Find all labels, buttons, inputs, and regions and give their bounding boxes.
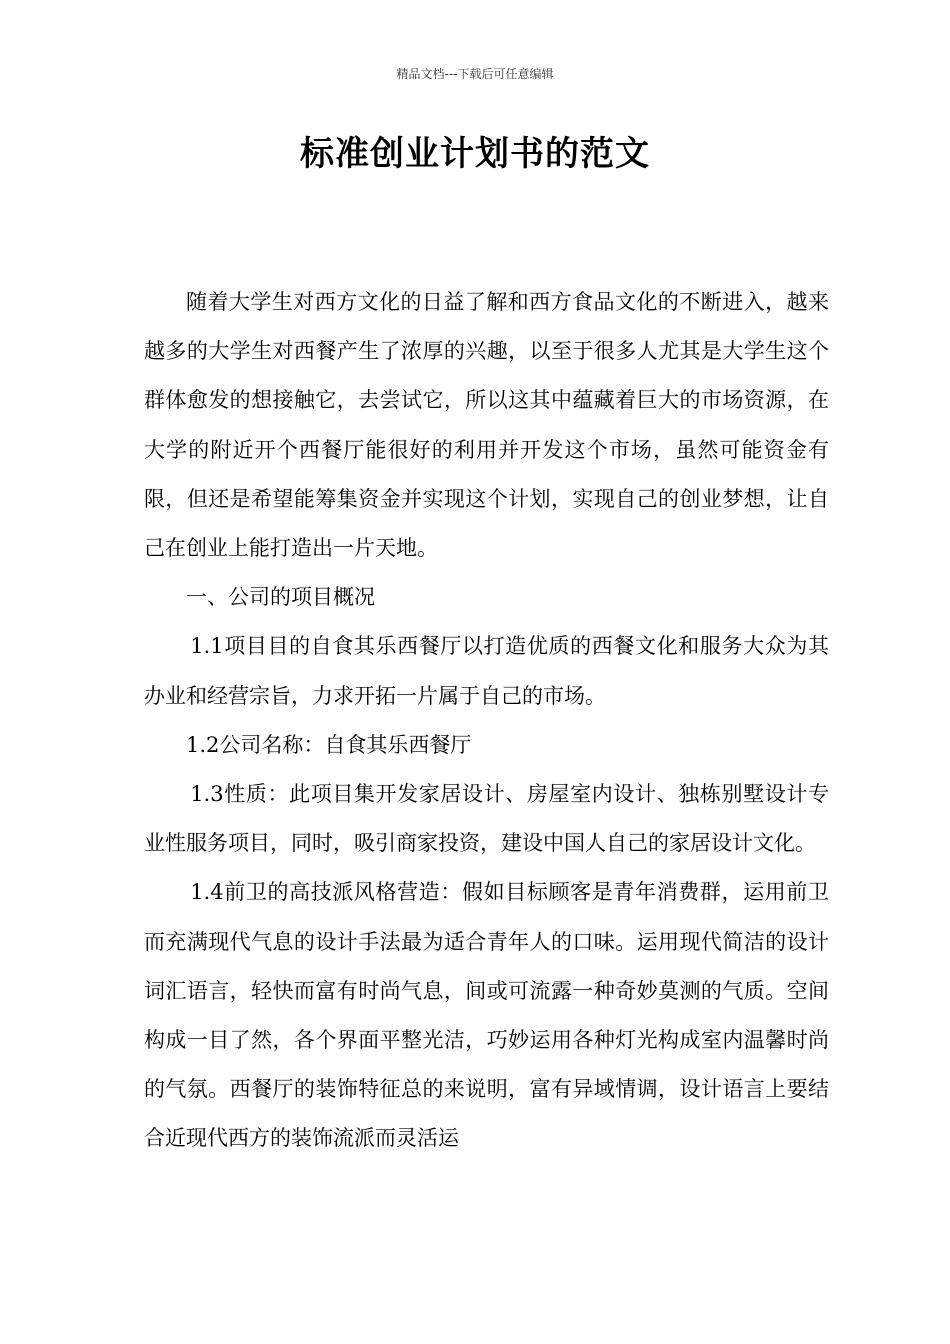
document-body — [144, 278, 829, 1164]
paragraph-1-1: 1.1项目目的自食其乐西餐厅以打造优质的西餐文化和服务大众为其办业和经营宗旨，力求开拓一片属于自己的市场。 — [144, 634, 829, 708]
document-title: 标准创业计划书的范文 — [300, 134, 650, 174]
paragraph-1-4: 1.4前卫的高技派风格营造：假如目标顾客是青年消费群，运用前卫而充满现代气息的设计手法最为适合青年人的口味。运用现代简洁的设计词汇语言，轻快而富有时尚气息，间或可流露一种奇妙莫测的气质。空间构成一目了然，各个界面平整光洁，巧妙运用各种灯光构成室内温馨时尚的气氛。西餐厅的装饰特征总的来说明，富有异域情调，设计语言上要结合近现代西方的装饰流派而灵活运 — [144, 880, 829, 1151]
section-heading: 一、公司的项目概况 — [186, 585, 375, 610]
paragraph-1-2: 1.2公司名称：自食其乐西餐厅 — [186, 732, 472, 757]
paragraph-intro: 随着大学生对西方文化的日益了解和西方食品文化的不断进入，越来越多的大学生对西餐产生了浓厚的兴趣，以至于很多人尤其是大学生这个群体愈发的想接触它，去尝试它，所以这其中蕴藏着巨大的市场资源，在大学的附近开个西餐厅能很好的利用并开发这个市场，虽然可能资金有限，但还是希望能筹集资金并实现这个计划，实现自己的创业梦想，让自己在创业上能打造出一片天地。 — [144, 290, 829, 561]
header-note: 精品文档---下载后可任意编辑 — [396, 67, 554, 81]
paragraph-1-3: 1.3性质：此项目集开发家居设计、房屋室内设计、独栋别墅设计专业性服务项目，同时，吸引商家投资，建设中国人自己的家居设计文化。 — [144, 782, 829, 856]
